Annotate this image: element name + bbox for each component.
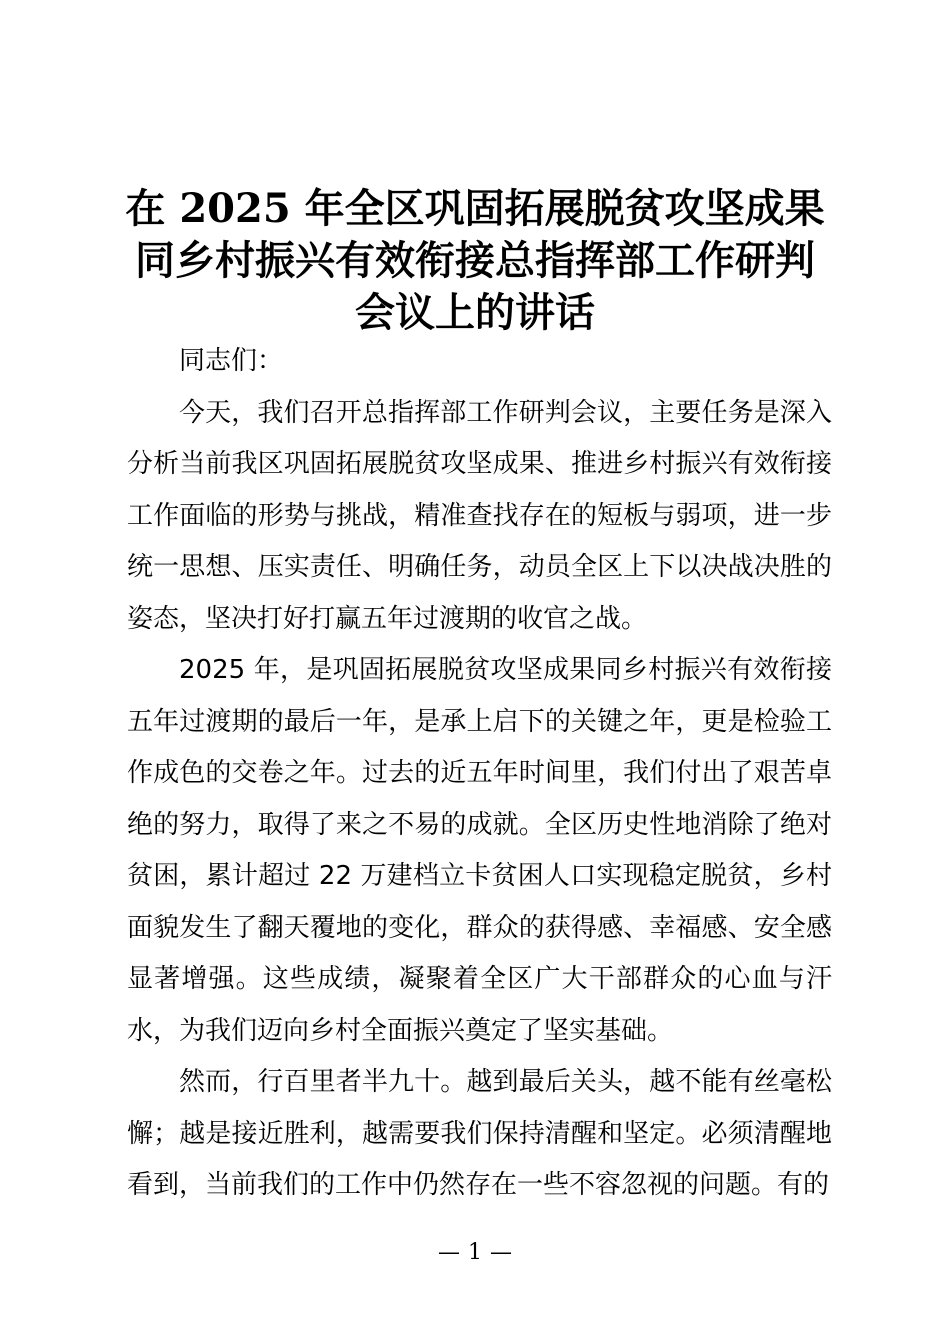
title-line-2: 同乡村振兴有效衔接总指挥部工作研判 xyxy=(135,237,815,284)
document-body xyxy=(127,336,832,1212)
page-footer xyxy=(0,1238,950,1268)
document-title xyxy=(100,183,850,339)
paragraph-3: 然而，行百里者半九十。越到最后关头，越不能有丝毫松懈；越是接近胜利，越需要我们保持清醒和坚定。必须清醒地看到，当前我们的工作中仍然存在一些不容忽视的问题。有的 xyxy=(127,1067,832,1200)
title-line-3: 会议上的讲话 xyxy=(355,289,595,336)
footer-dash-right: — xyxy=(490,1240,512,1265)
salutation: 同志们： xyxy=(179,346,284,376)
paragraph-2: 2025 年，是巩固拓展脱贫攻坚成果同乡村振兴有效衔接五年过渡期的最后一年，是承上启下的关键之年，更是检验工作成色的交卷之年。过去的近五年时间里，我们付出了艰苦卓绝的努力，取得了来之不易的成就。全区历史性地消除了绝对贫困，累计超过 22 万建档立卡贫困人口实现稳定脱贫，乡村面貌发生了翻天覆地的变化，群众的获得感、幸福感、安全感显著增强。这些成绩，凝聚着全区广大干部群众的心血与汗水，为我们迈向乡村全面振兴奠定了坚实基础。 xyxy=(127,655,832,1046)
title-line-1: 在 2025 年全区巩固拓展脱贫攻坚成果 xyxy=(125,185,825,232)
footer-dash-left: — xyxy=(438,1240,460,1265)
page-number: 1 xyxy=(468,1240,482,1265)
paragraph-1: 今天，我们召开总指挥部工作研判会议，主要任务是深入分析当前我区巩固拓展脱贫攻坚成果、推进乡村振兴有效衔接工作面临的形势与挑战，精准查找存在的短板与弱项，进一步统一思想、压实责任、明确任务，动员全区上下以决战决胜的姿态，坚决打好打赢五年过渡期的收官之战。 xyxy=(127,397,832,634)
